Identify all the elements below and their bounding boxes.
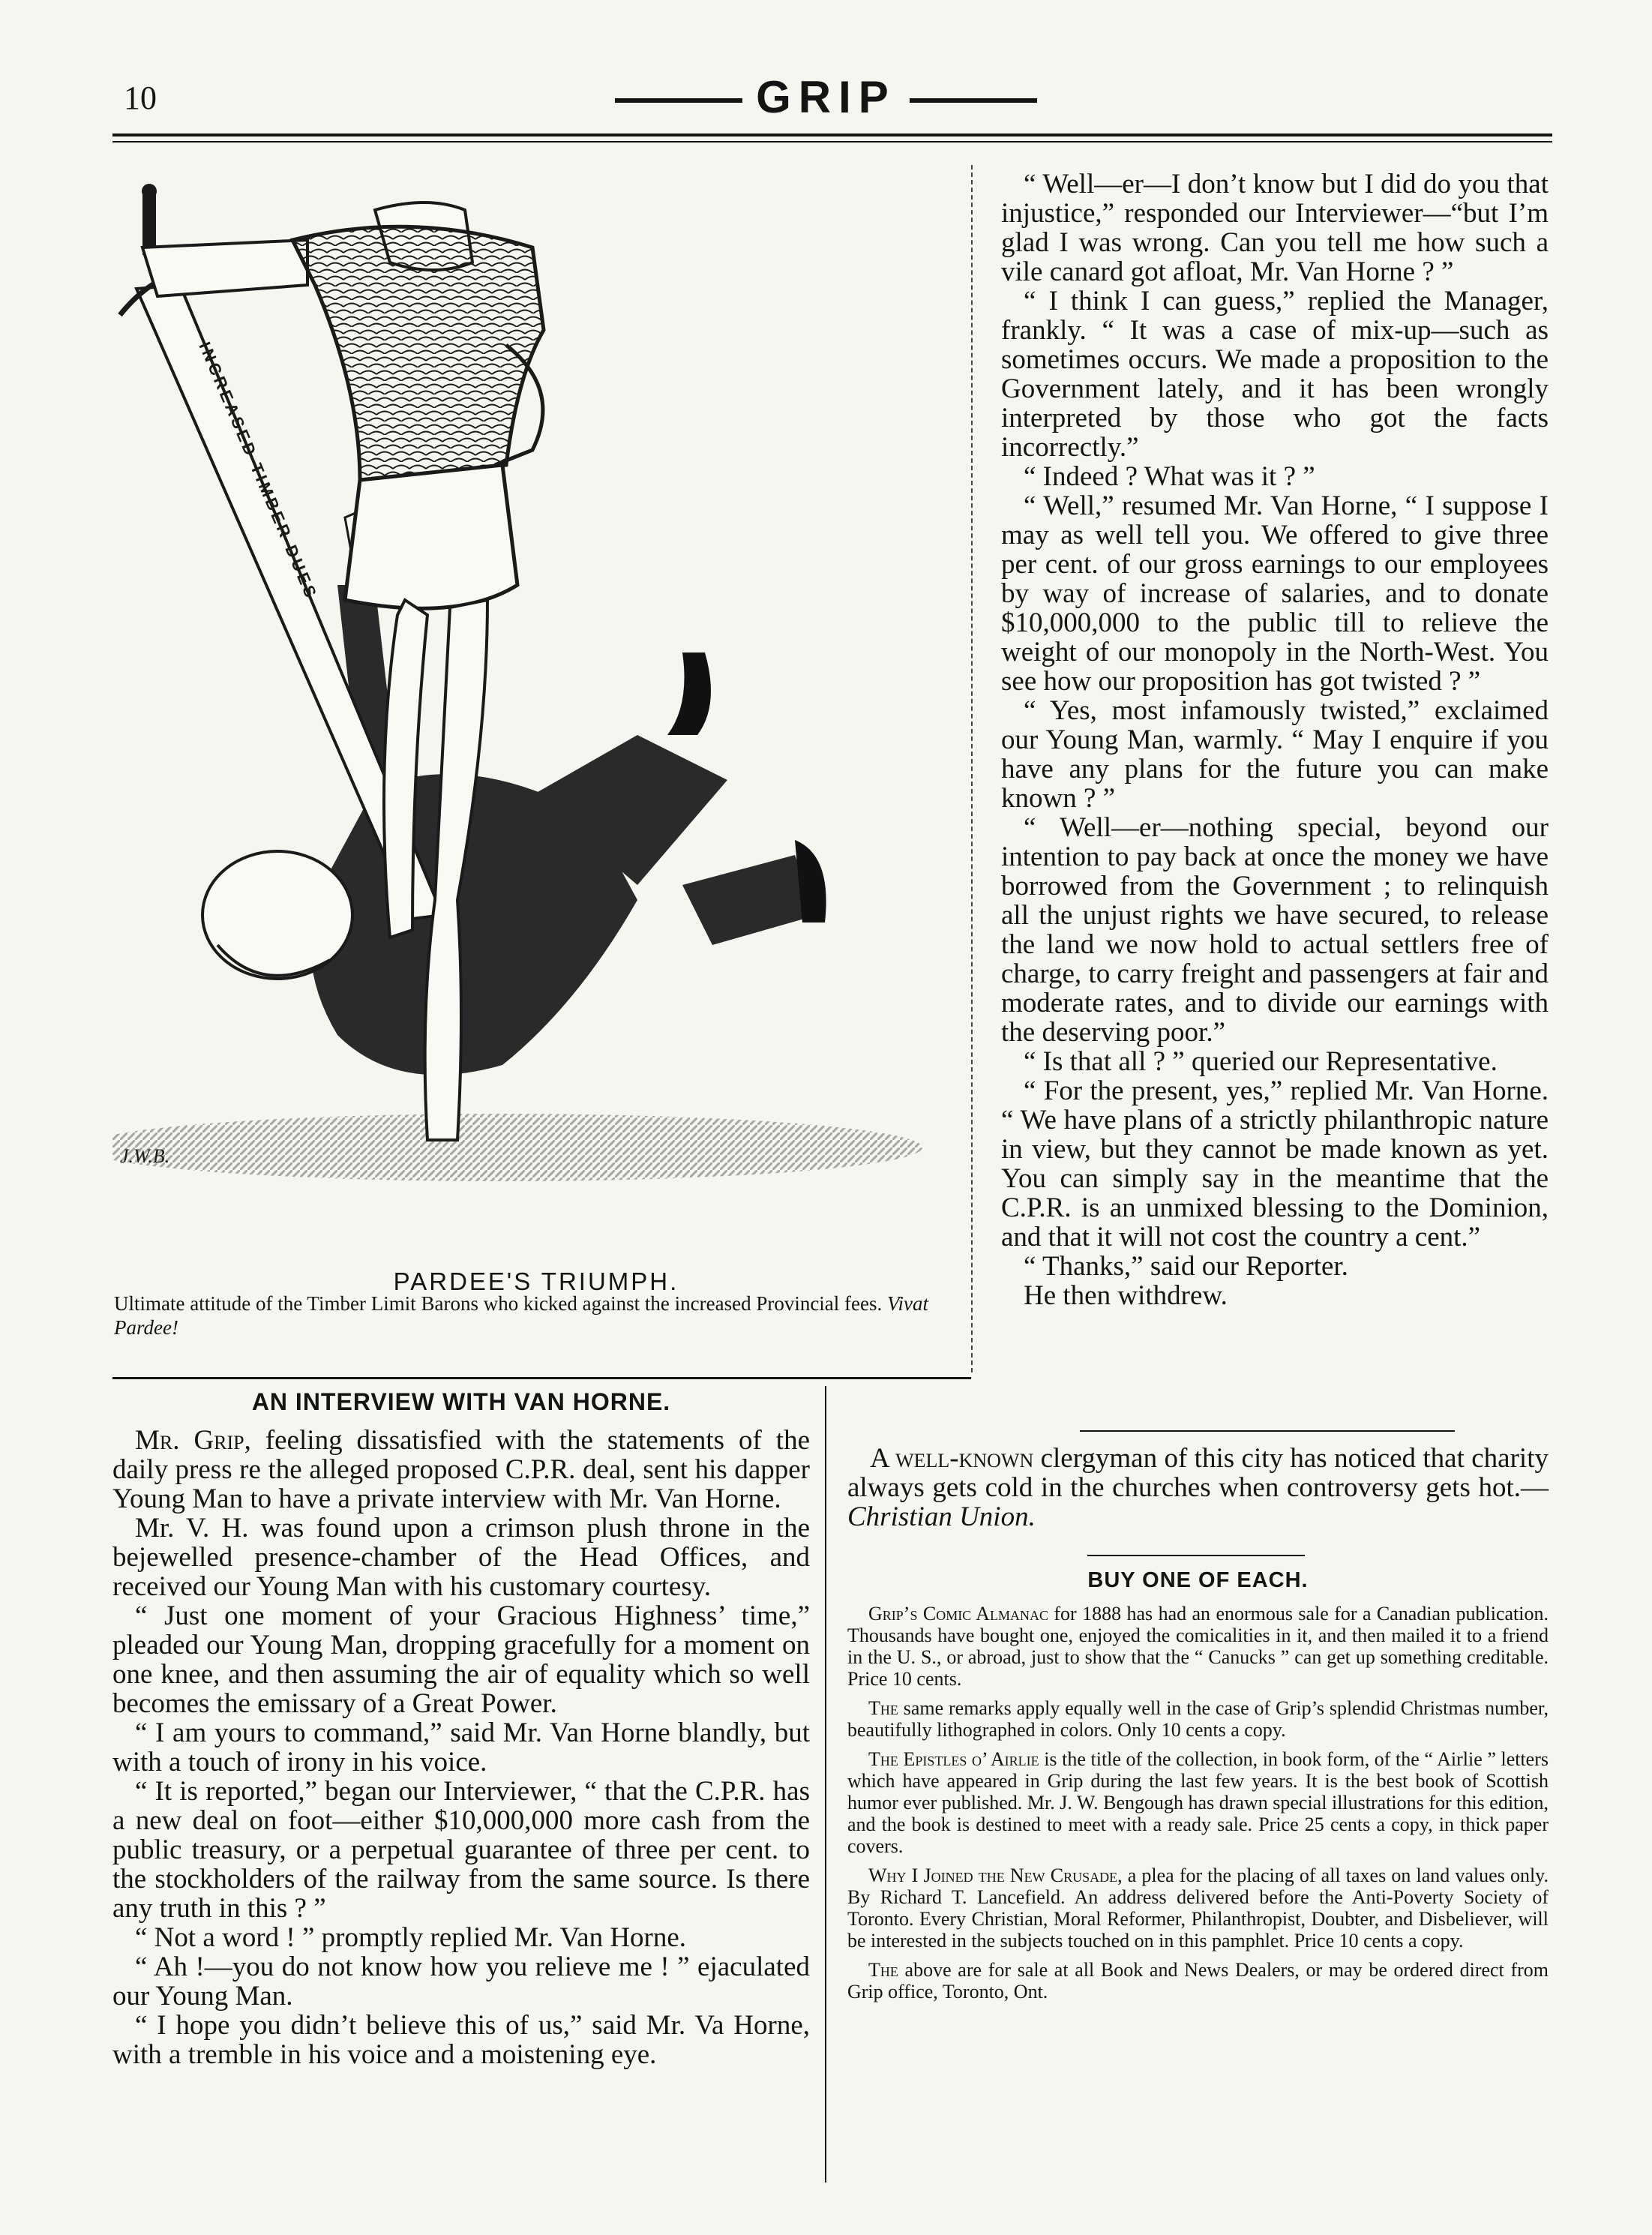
interview-paragraph: “ Ah !—you do not know how you relieve me ! ” ejaculated our Young Man. — [112, 1952, 810, 2012]
buy-item-lead: Why I Joined the New Crusade, — [868, 1864, 1123, 1886]
column-separator-upper — [971, 165, 973, 1372]
masthead — [0, 71, 1652, 123]
interview-paragraph: “ Yes, most infamously twisted,” exclaimed our Young Man, warmly. “ May I enquire if you have any plans for the future you can make known ? ” — [1001, 695, 1549, 814]
buy-item-text: for 1888 has had an enormous sale for a Canadian publication. Thousands have bought one, enjoyed the comicalities in it, and then mailed it to a friend in the U. S., or abroad, just to show that the “ Canucks ” can get up something creditable. Price 10 cents. — [847, 1603, 1549, 1690]
buy-item — [847, 1864, 1549, 1952]
interview-paragraph: “ Thanks,” said our Reporter. — [1024, 1251, 1348, 1282]
clergyman-paragraph — [847, 1444, 1549, 1532]
interview-paragraph: “ I hope you didn’t believe this of us,” said Mr. Va Horne, with a tremble in his voice and a moistening eye. — [112, 2010, 810, 2070]
buy-one-heading: BUY ONE OF EACH. — [1087, 1568, 1309, 1592]
cartoon-bottom-rule — [112, 1377, 971, 1379]
buy-item-lead: The Epistles o’ Airlie — [868, 1748, 1039, 1770]
buy-item-text: above are for sale at all Book and News Dealers, or may be ordered direct from Grip office, Toronto, Ont. — [847, 1959, 1549, 2002]
interview-paragraph: Mr. V. H. was found upon a crimson plush throne in the bejewelled presence-chamber of the Head Offices, and received our Young Man with his customary courtesy. — [112, 1513, 810, 1602]
interview-first-text: feeling dissatisfied with the statements of the daily press re the alleged proposed C.P.R. deal, sent his dapper Young Man to have a private interview with Mr. Van Horne. — [112, 1425, 811, 1514]
interview-lead: Mr. Grip, — [135, 1425, 251, 1456]
interview-paragraph: “ I think I can guess,” replied the Manager, frankly. “ It was a case of mix-up—such as sometimes occurs. We made a proposition to the Government lately, and it has been wrongly interpreted by those who got the facts incorrectly.” — [1001, 286, 1549, 463]
clergyman-text: clergyman of this city has noticed that charity always gets cold in the churches when controversy gets hot.— — [847, 1443, 1549, 1503]
interview-paragraph: “ I am yours to command,” said Mr. Van Horne blandly, but with a touch of irony in his voice. — [112, 1718, 810, 1778]
buy-item — [847, 1748, 1549, 1857]
buy-item-lead: Grip’s Comic Almanac — [868, 1603, 1048, 1624]
section-rule-right-2 — [1087, 1555, 1305, 1556]
interview-paragraph: He then withdrew. — [1024, 1280, 1228, 1311]
buy-item-text: a plea for the placing of all taxes on land values only. By Richard T. Lancefield. An address delivered before the Anti-Poverty Society of Toronto. Every Christian, Moral Reformer, Philanthropist, Doubter, and Disbeliever, will be interested in the subjects touched on in this pamphlet. Price 10 cents a copy. — [847, 1864, 1549, 1952]
clergyman-source: Christian Union. — [847, 1502, 1036, 1532]
buy-item-lead: The — [868, 1697, 898, 1719]
header-rule-top — [112, 134, 1552, 136]
cartoon-illustration — [112, 165, 960, 1264]
artist-initials: J.W.B. — [120, 1145, 170, 1167]
buy-item-lead: The — [868, 1959, 898, 1981]
interview-paragraph: “ For the present, yes,” replied Mr. Van Horne. “ We have plans of a strictly philanthropic nature in view, but they cannot be made known as yet. You can simply say in the meantime that the C.P.R. is an unmixed blessing to the Dominion, and that it will not cost the country a cent.” — [1001, 1076, 1549, 1252]
masthead-rule-left — [615, 98, 742, 103]
cartoon-caption-title: PARDEE'S TRIUMPH. — [393, 1268, 679, 1295]
interview-first-paragraph — [112, 1426, 810, 1514]
page-number: 10 — [124, 80, 157, 116]
buy-item — [847, 1959, 1549, 2002]
ground-shadow — [112, 1114, 922, 1181]
interview-paragraph: “ It is reported,” began our Interviewer, “ that the C.P.R. has a new deal on foot—either $10,000,000 more cash from the public treasury, or a perpetual guarantee of three per cent. to the stockholders of the railway from the same source. Is there any truth in this ? ” — [112, 1776, 810, 1924]
interview-paragraph: “ Is that all ? ” queried our Representative. — [1024, 1046, 1498, 1077]
cartoon-caption-text: Ultimate attitude of the Timber Limit Barons who kicked against the increased Provincial fees. — [114, 1292, 883, 1315]
buy-item — [847, 1697, 1549, 1741]
interview-paragraph: “ Just one moment of your Gracious Highness’ time,” pleaded our Young Man, dropping gracefully for a moment on one knee, and then assuming the air of equality which so well becomes the emissary of a Great Power. — [112, 1600, 810, 1719]
buy-item — [847, 1603, 1549, 1690]
cartoon-caption — [114, 1292, 969, 1340]
clergyman-lead: A well-known — [870, 1443, 1034, 1474]
cartoon-caption-motto: Vivat Pardee! — [114, 1292, 928, 1339]
sword-inscription: INCREASED TIMBER DUES — [195, 339, 322, 603]
column-separator-lower — [825, 1386, 826, 2182]
interview-paragraph: “ Well,” resumed Mr. Van Horne, “ I suppose I may as well tell you. We offered to give three per cent. of our gross earnings to our employees by way of increase of salaries, and to donate $10,000,000 to the public till to relieve the weight of our monopoly in the North-West. You see how our proposition has got twisted ? ” — [1001, 490, 1549, 697]
right-column-interview-continued — [1001, 170, 1549, 1310]
buy-item-text: same remarks apply equally well in the case of Grip’s splendid Christmas number, beautifully lithographed in colors. Only 10 cents a copy. — [847, 1697, 1549, 1741]
buy-item-text: is the title of the collection, in book form, of the “ Airlie ” letters which have appeared in Grip during the last few years. It is the best book of Scottish humor ever published. Mr. J. W. Bengough has drawn special illustrations for this edition, and the book is destined to meet with a ready sale. Price 25 cents a copy, in thick paper covers. — [847, 1748, 1549, 1857]
masthead-rule-right — [910, 98, 1037, 103]
interview-paragraph: “ Well—er—I don’t know but I did do you that injustice,” responded our Interviewer—“but I’m glad I was wrong. Can you tell me how such a vile canard got afloat, Mr. Van Horne ? ” — [1001, 169, 1549, 287]
interview-heading: AN INTERVIEW WITH VAN HORNE. — [251, 1388, 671, 1415]
interview-paragraph: “ Indeed ? What was it ? ” — [1024, 461, 1315, 492]
buy-one-of-each-section — [847, 1564, 1549, 2010]
masthead-title: GRIP — [756, 72, 896, 122]
interview-paragraph: “ Well—er—nothing special, beyond our intention to pay back at once the money we have borrowed from the Government ; to relinquish all the unjust rights we have secured, to release the land we now hold to actual settlers free of charge, to carry freight and passengers at fair and moderate rates, and to divide our earnings with the deserving poor.” — [1001, 812, 1549, 1048]
interview-article — [112, 1385, 810, 2069]
clergyman-item — [847, 1444, 1549, 1532]
interview-paragraph: “ Not a word ! ” promptly replied Mr. Van Horne. — [135, 1922, 687, 1953]
header-rule-bottom — [112, 141, 1552, 142]
section-rule-right-1 — [1080, 1430, 1455, 1432]
